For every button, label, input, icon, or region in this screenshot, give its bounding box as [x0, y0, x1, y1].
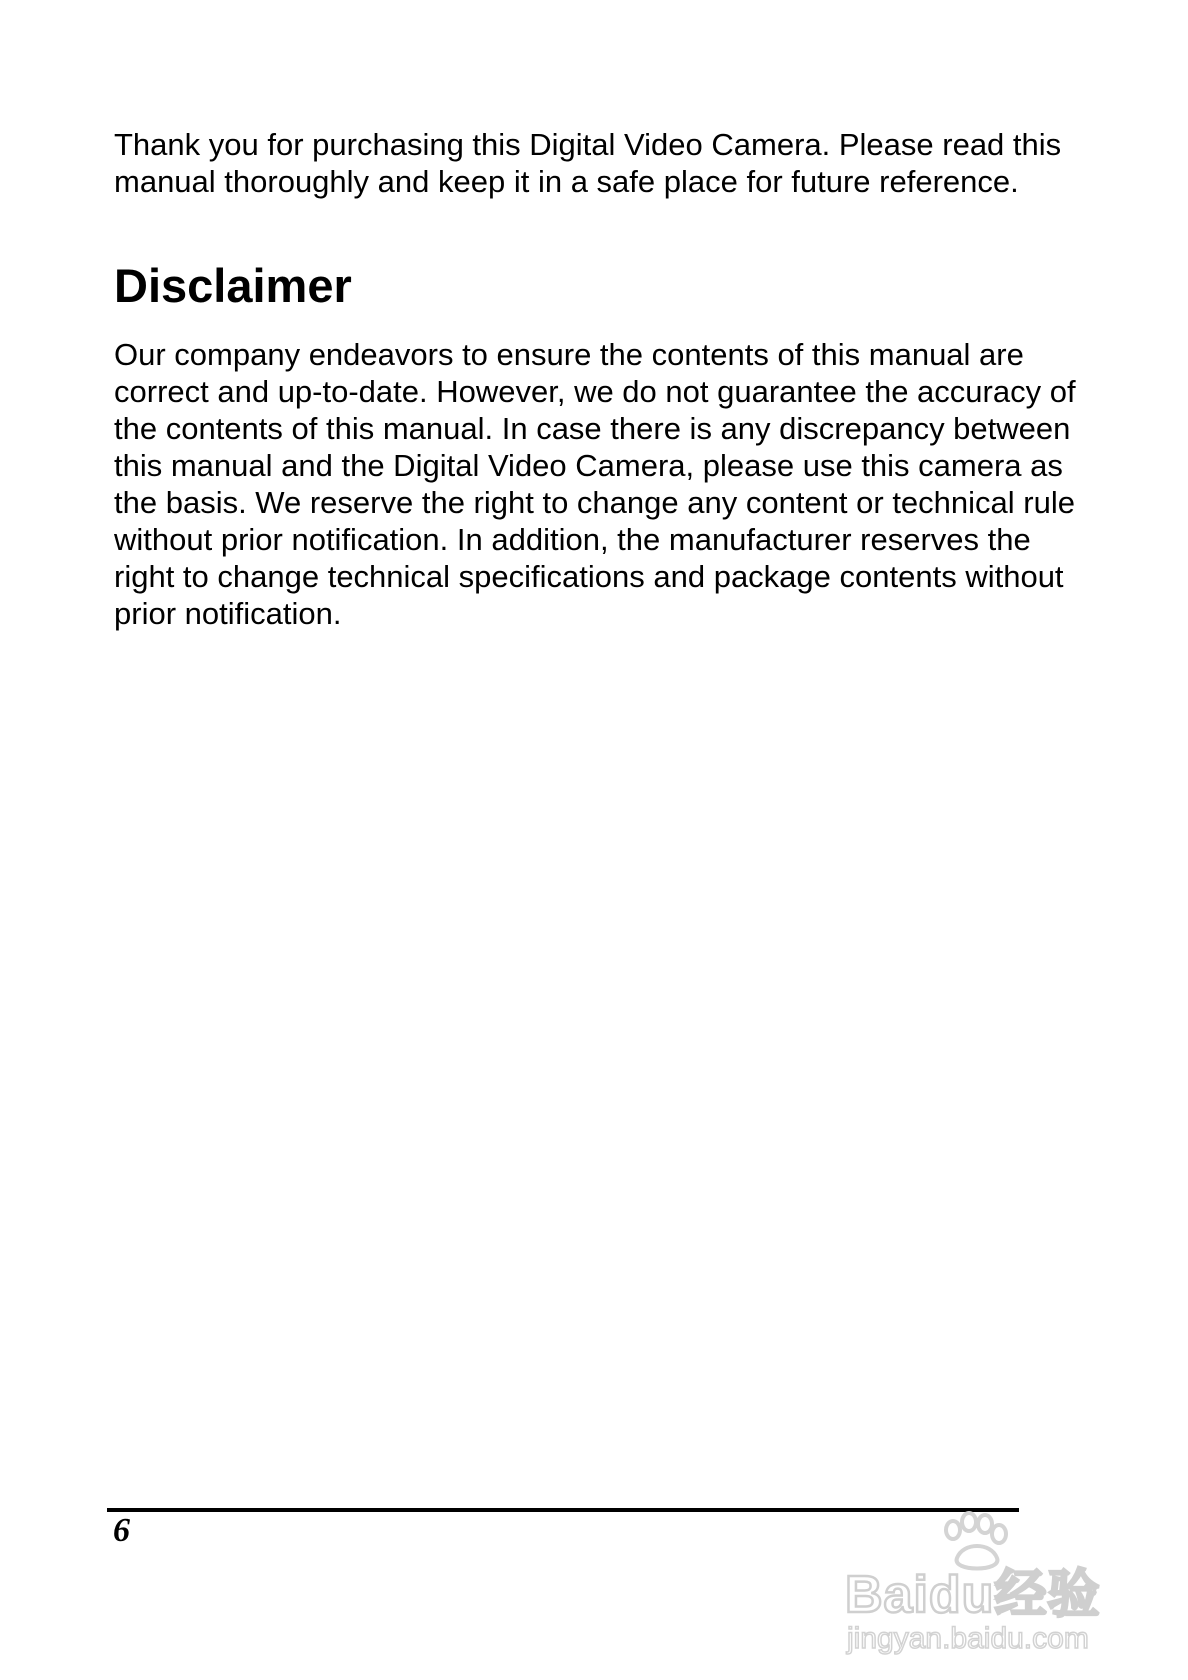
watermark-url: jingyan.baidu.com [847, 1622, 1089, 1655]
baidu-watermark-logo [845, 1506, 1125, 1656]
page-number: 6 [113, 1512, 130, 1549]
intro-paragraph: Thank you for purchasing this Digital Video Camera. Please read this manual thoroughly and keep it in a safe place for future reference. [114, 127, 1062, 199]
watermark-brand: Baidu经验 [845, 1566, 1101, 1624]
section-heading: Disclaimer [114, 259, 352, 312]
baidu-paw-icon [946, 1513, 1006, 1569]
disclaimer-paragraph: Our company endeavors to ensure the contents of this manual are correct and up-to-date. However, we do not guarantee the accuracy of the contents of this manual. In case there is any discrepancy between this manual and the Digital Video Camera, please use this camera as the basis. We reserve the right to change any content or technical rule without prior notification. In addition, the manufacturer reserves the right to change technical specifications and package contents without prior notification. [114, 337, 1076, 631]
